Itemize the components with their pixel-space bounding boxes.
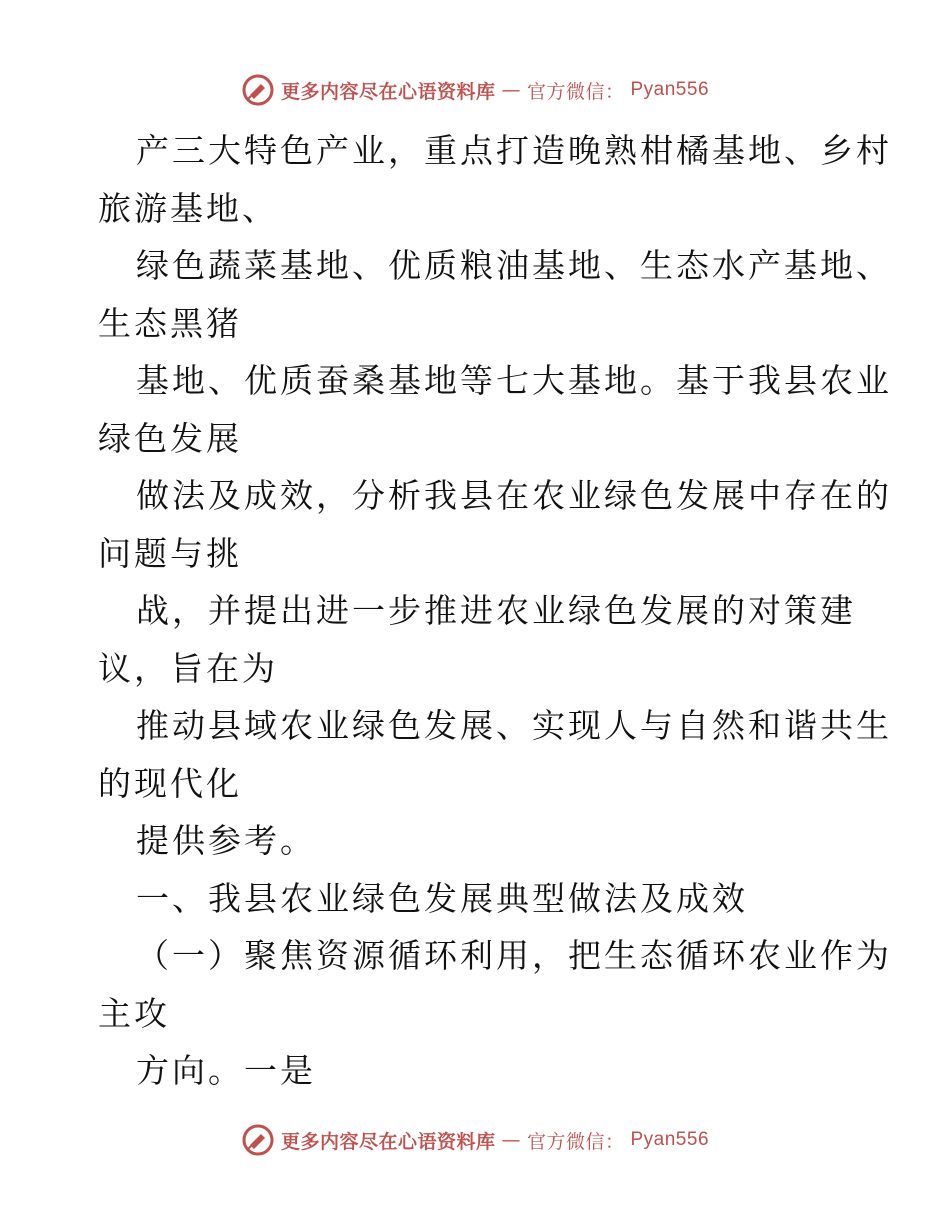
text-line: 战，并提出进一步推进农业绿色发展的对策建 [136,591,856,630]
watermark-separator: — [501,79,521,101]
watermark-contact-id: Pyan556 [630,1129,710,1150]
text-line: 问题与挑 [98,533,242,573]
section-heading: 一、我县农业绿色发展典型做法及成效 [136,878,748,918]
text-line: 提供参考。 [136,821,316,860]
footer-watermark [0,1120,950,1160]
text-line: 推动县域农业绿色发展、实现人与自然和谐共生 [136,706,892,745]
document-body [98,122,892,1100]
subsection-heading: （一）聚焦资源循环利用，把生态循环农业作为 [136,936,892,975]
book-pen-logo-icon [241,1123,275,1157]
text-line: 产三大特色产业，重点打造晚熟柑橘基地、乡村 [136,131,892,170]
text-line: 方向。一是 [136,1051,316,1090]
watermark-main-text: 更多内容尽在心语资料库 [280,1130,496,1153]
watermark-main-text: 更多内容尽在心语资料库 [280,80,496,103]
watermark-contact-label: 官方微信： [526,1130,625,1153]
watermark-contact-id: Pyan556 [630,79,710,100]
watermark-separator: — [501,1129,521,1151]
text-line: 议，旨在为 [98,648,278,688]
text-line: 的现代化 [98,763,242,803]
text-line: 旅游基地、 [98,188,278,228]
text-line: 做法及成效，分析我县在农业绿色发展中存在的 [136,476,892,515]
watermark-contact-label: 官方微信： [526,80,625,103]
header-watermark [0,70,950,110]
text-line: 绿色发展 [98,418,242,458]
book-pen-logo-icon [241,73,275,107]
text-line: 基地、优质蚕桑基地等七大基地。基于我县农业 [136,361,892,400]
text-line: 绿色蔬菜基地、优质粮油基地、生态水产基地、 [136,246,892,285]
text-line: 生态黑猪 [98,303,242,343]
text-line: 主攻 [98,993,170,1033]
